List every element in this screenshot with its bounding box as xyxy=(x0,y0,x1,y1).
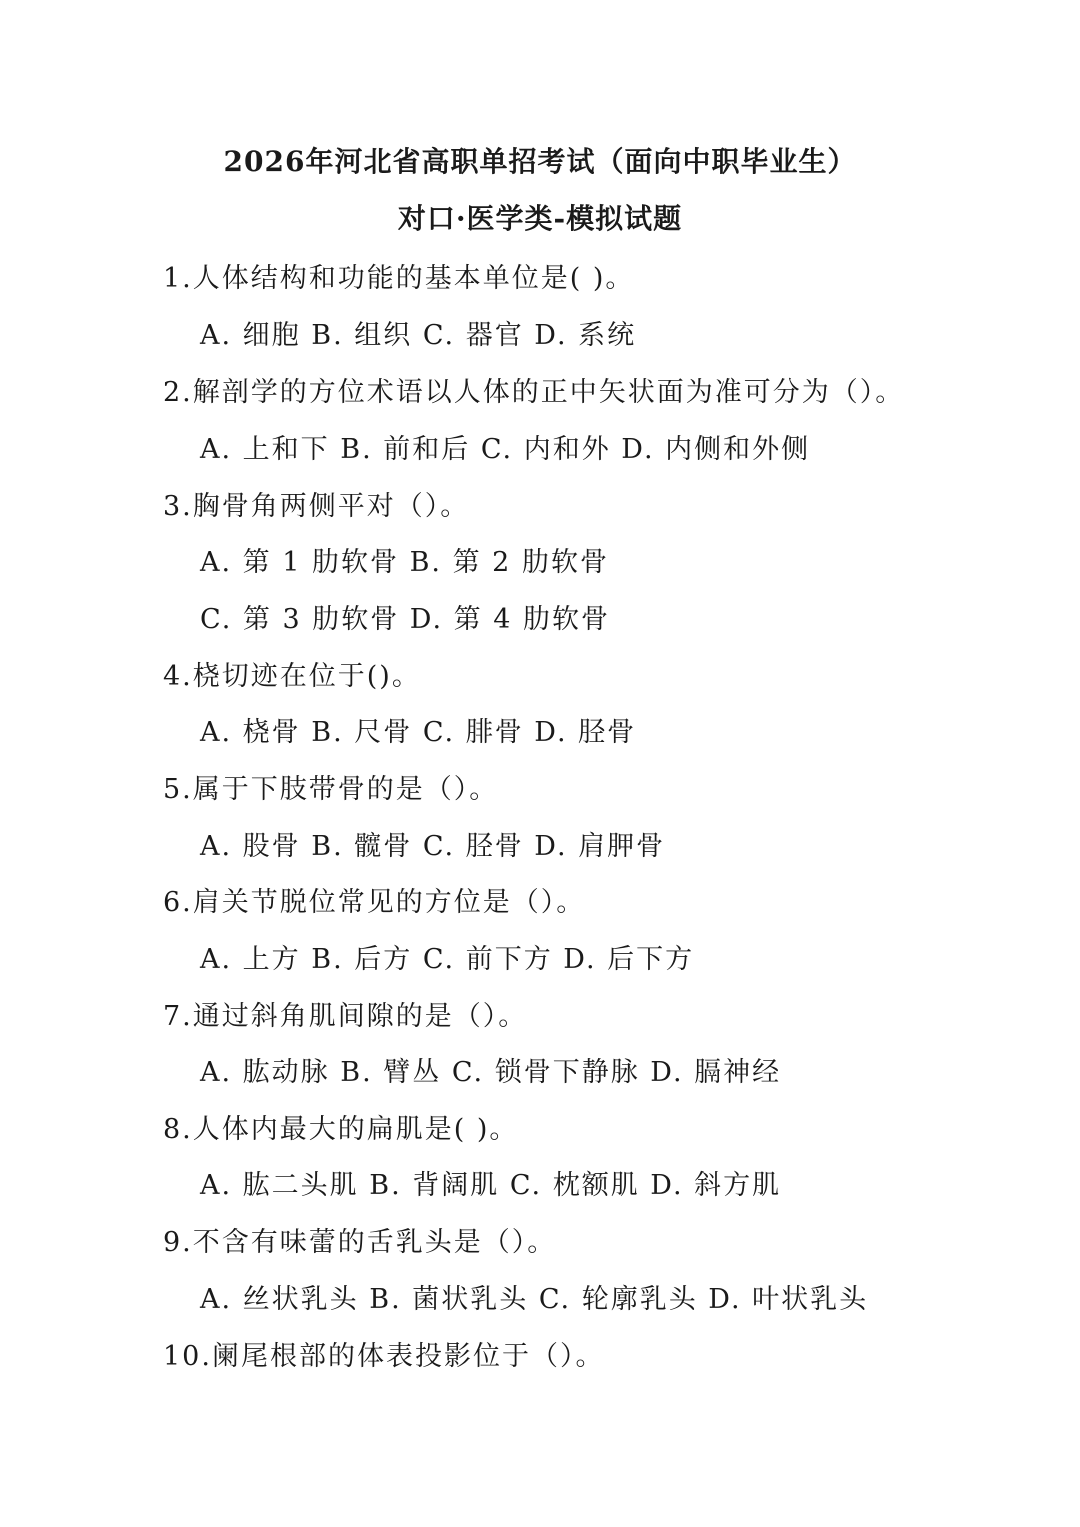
options-4: A. 桡骨 B. 尺骨 C. 腓骨 D. 胫骨 xyxy=(200,717,637,748)
options-3-cd: C. 第 3 肋软骨 D. 第 4 肋软骨 xyxy=(200,604,610,635)
question-4: 4.桡切迹在位于()。 xyxy=(163,661,421,692)
options-3-ab: A. 第 1 肋软骨 B. 第 2 肋软骨 xyxy=(200,547,609,578)
question-2: 2.解剖学的方位术语以人体的正中矢状面为准可分为（）。 xyxy=(163,377,905,408)
question-10: 10.阑尾根部的体表投影位于（）。 xyxy=(163,1341,605,1372)
question-3: 3.胸骨角两侧平对（）。 xyxy=(163,491,470,522)
options-7: A. 肱动脉 B. 臂丛 C. 锁骨下静脉 D. 膈神经 xyxy=(200,1057,782,1088)
options-6: A. 上方 B. 后方 C. 前下方 D. 后下方 xyxy=(200,944,695,975)
options-1: A. 细胞 B. 组织 C. 器官 D. 系统 xyxy=(200,320,637,351)
options-5: A. 股骨 B. 髋骨 C. 胫骨 D. 肩胛骨 xyxy=(200,831,666,862)
page-subtitle: 对口·医学类-模拟试题 xyxy=(397,202,683,235)
question-6: 6.肩关节脱位常见的方位是（）。 xyxy=(163,887,586,918)
page-title: 2026年河北省高职单招考试（面向中职毕业生） xyxy=(223,145,857,178)
options-9: A. 丝状乳头 B. 菌状乳头 C. 轮廓乳头 D. 叶状乳头 xyxy=(200,1284,869,1315)
question-7: 7.通过斜角肌间隙的是（）。 xyxy=(163,1001,528,1032)
question-8: 8.人体内最大的扁肌是( )。 xyxy=(163,1114,519,1145)
options-2: A. 上和下 B. 前和后 C. 内和外 D. 内侧和外侧 xyxy=(200,434,811,465)
options-8: A. 肱二头肌 B. 背阔肌 C. 枕额肌 D. 斜方肌 xyxy=(200,1170,782,1201)
question-5: 5.属于下肢带骨的是（）。 xyxy=(163,774,499,805)
question-1: 1.人体结构和功能的基本单位是( )。 xyxy=(163,263,635,294)
question-9: 9.不含有味蕾的舌乳头是（）。 xyxy=(163,1227,557,1258)
